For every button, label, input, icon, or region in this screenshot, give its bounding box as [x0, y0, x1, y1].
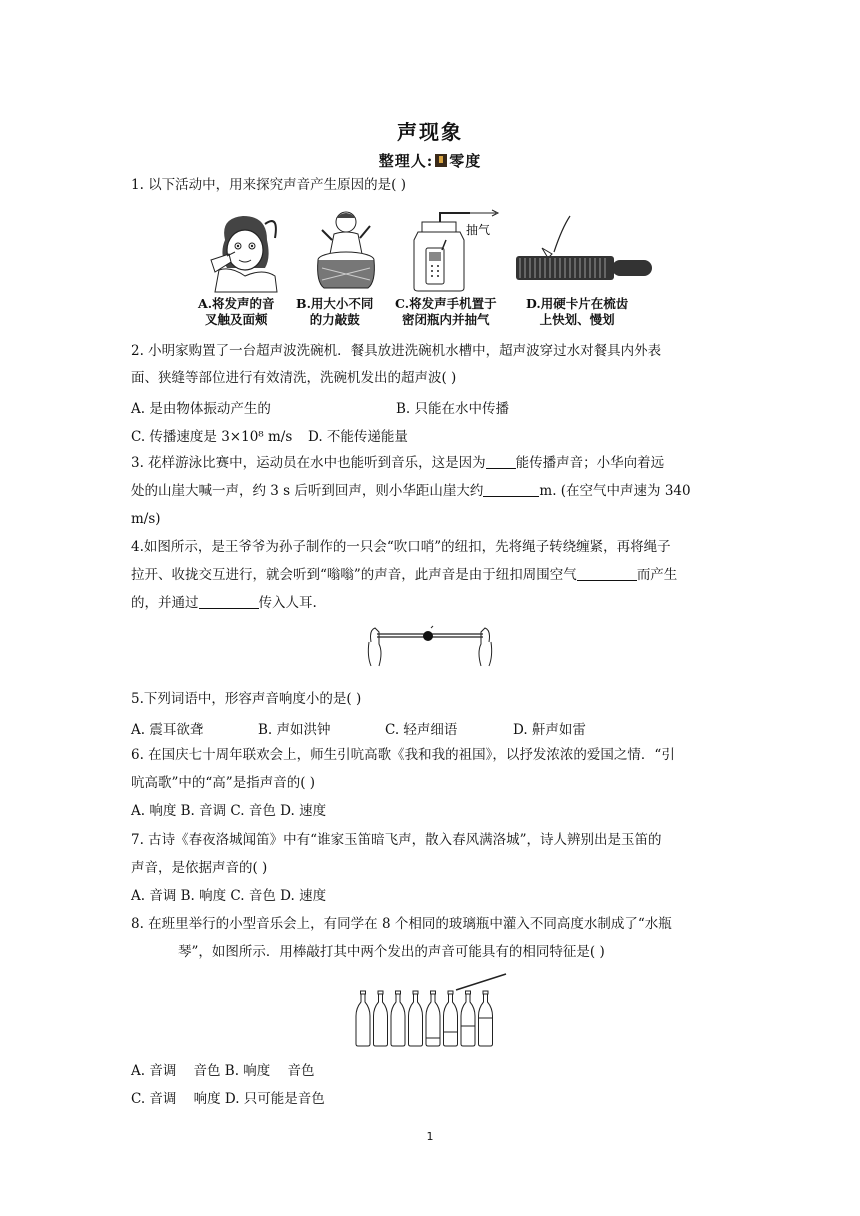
q5-option-a: A. 震耳欲聋 — [131, 722, 204, 738]
q1-caption-a: A.将发声的音 叉触及面颊 — [198, 296, 275, 327]
q5-option-c: C. 轻声细语 — [385, 722, 458, 738]
q1-figure-a — [205, 210, 285, 292]
q1-caption-c: C.将发声手机置于 密闭瓶内并抽气 — [395, 296, 497, 327]
q2-option-b: B. 只能在水中传播 — [396, 401, 510, 417]
q1-caption-b: B.用大小不同 的力敲鼓 — [296, 296, 374, 327]
q1-caption-d: D.用硬卡片在梳齿 上快划、慢划 — [526, 296, 629, 327]
q4-blank-2[interactable] — [199, 594, 259, 609]
q3-line-1: 3. 花样游泳比赛中，运动员在水中也能听到音乐，这是因为 能传播声音；小华向着远 — [131, 455, 665, 471]
q8-options-cd: C. 音调 响度 D. 只可能是音色 — [131, 1091, 325, 1107]
q8-options-ab: A. 音调 音色 B. 响度 音色 — [131, 1063, 315, 1079]
bottle — [444, 991, 458, 1046]
q1-figure-d — [512, 214, 654, 284]
q8-line-2: 琴”，如图所示．用棒敲打其中两个发出的声音可能具有的相同特征是( ) — [178, 944, 605, 960]
editor-prefix: 整理人: — [378, 152, 434, 170]
bottle — [426, 991, 440, 1046]
q3-blank-1[interactable] — [486, 454, 516, 469]
q8-figure-water-bottles — [350, 972, 510, 1048]
striking-stick — [456, 974, 506, 990]
bottle — [461, 991, 475, 1046]
q7-line-2: 声音，是依据声音的( ) — [131, 860, 268, 876]
bottle — [356, 991, 370, 1046]
q2-line-2: 面、狭缝等部位进行有效清洗，洗碗机发出的超声波( ) — [131, 370, 457, 386]
q8-line-1: 8. 在班里举行的小型音乐会上，有同学在 8 个相同的玻璃瓶中灌入不同高度水制成了“水瓶 — [131, 916, 672, 932]
q4-line-1: 4.如图所示，是王爷爷为孙子制作的一只会“吹口哨”的纽扣，先将绳子转绕缠紧，再将绳子 — [131, 539, 671, 555]
q2-option-a: A. 是由物体振动产生的 — [131, 401, 271, 417]
q6-line-1: 6. 在国庆七十周年联欢会上，师生引吭高歌《我和我的祖国》，以抒发浓浓的爱国之情．“引 — [131, 747, 675, 763]
q6-line-2: 吭高歌”中的“高”是指声音的( ) — [131, 775, 316, 791]
q1-figure-b — [310, 208, 380, 292]
bottle — [391, 991, 405, 1046]
editor-avatar-icon — [435, 154, 447, 167]
q3-line-2: 处的山崖大喊一声，约 3 s 后听到回声，则小华距山崖大约 m. (在空气中声速为 340 — [131, 483, 691, 499]
page-number: 1 — [426, 1130, 434, 1143]
q1-figure-c — [408, 210, 518, 292]
q4-line-3: 的，并通过 传入人耳. — [131, 595, 317, 611]
q1-pump-label: 抽气 — [466, 223, 491, 237]
q3-line-3: m/s) — [131, 511, 161, 527]
q2-option-d: D. 不能传递能量 — [308, 429, 408, 445]
editor-line — [0, 150, 860, 171]
page-title: 声现象 — [397, 120, 463, 144]
q4-figure-button-whistle — [365, 622, 495, 668]
q6-options: A. 响度 B. 音调 C. 音色 D. 速度 — [131, 803, 327, 819]
q5-stem: 5.下列词语中，形容声音响度小的是( ) — [131, 691, 362, 707]
q4-blank-1[interactable] — [577, 566, 637, 581]
q5-option-d: D. 鼾声如雷 — [513, 722, 586, 738]
q1-stem: 1. 以下活动中，用来探究声音产生原因的是( ) — [131, 177, 406, 193]
q3-blank-2[interactable] — [483, 482, 539, 497]
q5-option-b: B. 声如洪钟 — [258, 722, 331, 738]
q2-option-c: C. 传播速度是 3×10⁸ m/s — [131, 429, 293, 445]
bottle — [374, 991, 388, 1046]
bottle — [409, 991, 423, 1046]
editor-name: 零度 — [449, 152, 482, 170]
q4-line-2: 拉开、收拢交互进行，就会听到“嗡嗡”的声音，此声音是由于纽扣周围空气 而产生 — [131, 567, 678, 583]
q7-options: A. 音调 B. 响度 C. 音色 D. 速度 — [131, 888, 327, 904]
q7-line-1: 7. 古诗《春夜洛城闻笛》中有“谁家玉笛暗飞声，散入春风满洛城”，诗人辨别出是玉笛的 — [131, 832, 662, 848]
bottle — [479, 991, 493, 1046]
q2-line-1: 2. 小明家购置了一台超声波洗碗机．餐具放进洗碗机水槽中，超声波穿过水对餐具内外表 — [131, 343, 662, 359]
